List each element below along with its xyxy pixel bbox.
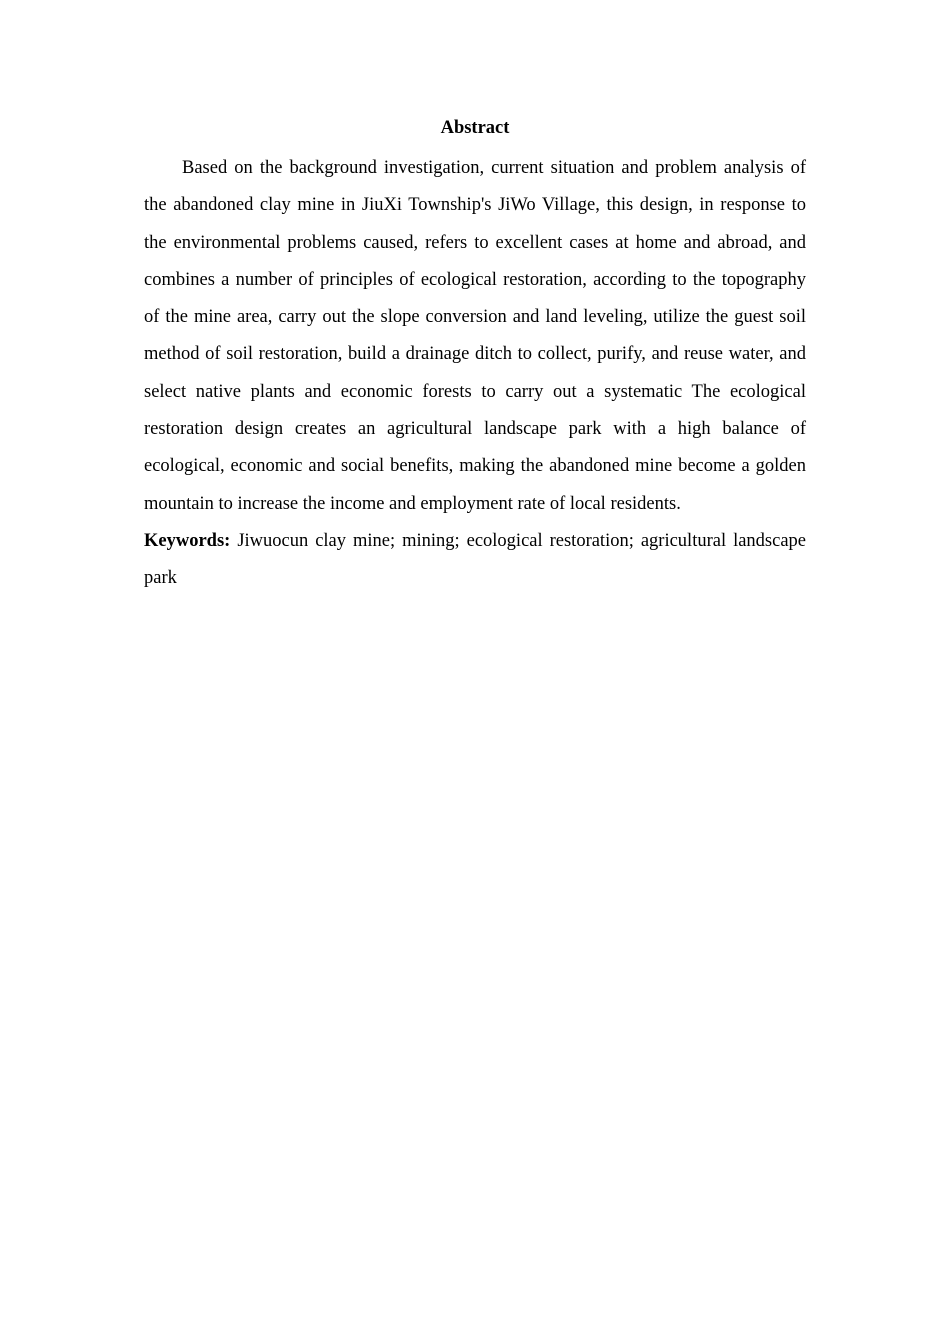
abstract-body: Based on the background investigation, current situation and problem analysis of the abandoned clay mine in JiuXi Township's JiWo Village, this design, in response to the environmental problems caused, refers to excellent cases at home and abroad, and combines a number of principles of ecological restoration, according to the topography of the mine area, carry out the slope conversion and land leveling, utilize the guest soil method of soil restoration, build a drainage ditch to collect, purify, and reuse water, and select native plants and economic forests to carry out a systematic The ecological restoration design creates an agricultural landscape park with a high balance of ecological, economic and social benefits, making the abandoned mine become a golden mountain to increase the income and employment rate of local residents. (144, 158, 806, 514)
abstract-section (144, 114, 806, 598)
keywords-paragraph (144, 523, 806, 598)
keywords-text: Jiwuocun clay mine; mining; ecological restoration; agricultural landscape park (144, 530, 806, 589)
abstract-title: Abstract (440, 118, 510, 138)
keywords-label: Keywords: (144, 530, 231, 551)
